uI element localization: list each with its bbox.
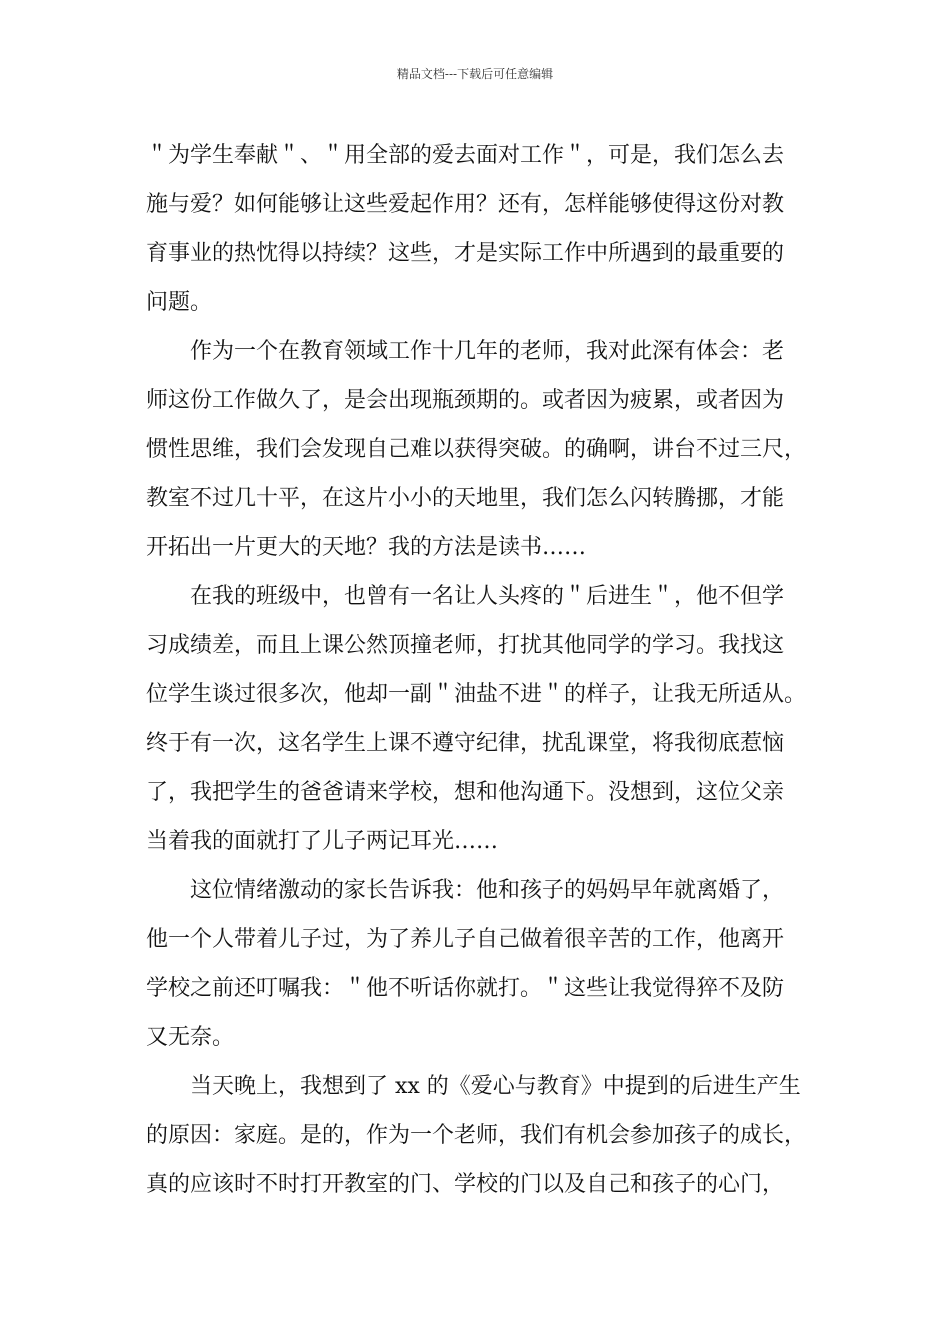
text-line: 真的应该时不时打开教室的门、学校的门以及自己和孩子的心门， [146, 1172, 785, 1197]
text-line: 习成绩差，而且上课公然顶撞老师，打扰其他同学的学习。我找这 [146, 633, 785, 658]
document-body [146, 131, 826, 1209]
text-line: 育事业的热忱得以持续？这些，才是实际工作中所遇到的最重要的 [146, 241, 785, 266]
text-line: 施与爱？如何能够让这些爱起作用？还有，怎样能够使得这份对教 [146, 192, 785, 217]
text-line: 当着我的面就打了儿子两记耳光…… [146, 829, 499, 854]
text-line: 位学生谈过很多次，他却一副＂油盐不进＂的样子，让我无所适从。 [146, 682, 807, 707]
text-line: 问题。 [146, 290, 213, 315]
text-line: 学校之前还叮嘱我：＂他不听话你就打。＂这些让我觉得猝不及防 [146, 976, 785, 1001]
text-line: 师这份工作做久了，是会出现瓶颈期的。或者因为疲累，或者因为 [146, 388, 785, 413]
text-line: ＂为学生奉献＂、＂用全部的爱去面对工作＂，可是，我们怎么去 [146, 143, 785, 168]
text-line: 教室不过几十平，在这片小小的天地里，我们怎么闪转腾挪，才能 [146, 486, 785, 511]
text-line: 的原因：家庭。是的，作为一个老师，我们有机会参加孩子的成长， [146, 1123, 807, 1148]
text-line: 了，我把学生的爸爸请来学校，想和他沟通下。没想到，这位父亲 [146, 780, 785, 805]
paragraph-first-line: 作为一个在教育领域工作十几年的老师，我对此深有体会：老 [190, 339, 785, 364]
page-header: 精品文档---下载后可任意编辑 [396, 67, 554, 81]
text-line: 终于有一次，这名学生上课不遵守纪律，扰乱课堂，将我彻底惹恼 [146, 731, 785, 756]
paragraph-first-line: 当天晚上，我想到了 xx 的《爱心与教育》中提到的后进生产生 [190, 1074, 801, 1099]
text-line: 惯性思维，我们会发现自己难以获得突破。的确啊，讲台不过三尺， [146, 437, 807, 462]
text-line: 又无奈。 [146, 1025, 235, 1050]
text-line: 开拓出一片更大的天地？我的方法是读书…… [146, 535, 587, 560]
text-line: 他一个人带着儿子过，为了养儿子自己做着很辛苦的工作，他离开 [146, 927, 785, 952]
paragraph-first-line: 在我的班级中，也曾有一名让人头疼的＂后进生＂，他不但学 [190, 584, 785, 609]
paragraph-first-line: 这位情绪激动的家长告诉我：他和孩子的妈妈早年就离婚了， [190, 878, 785, 903]
